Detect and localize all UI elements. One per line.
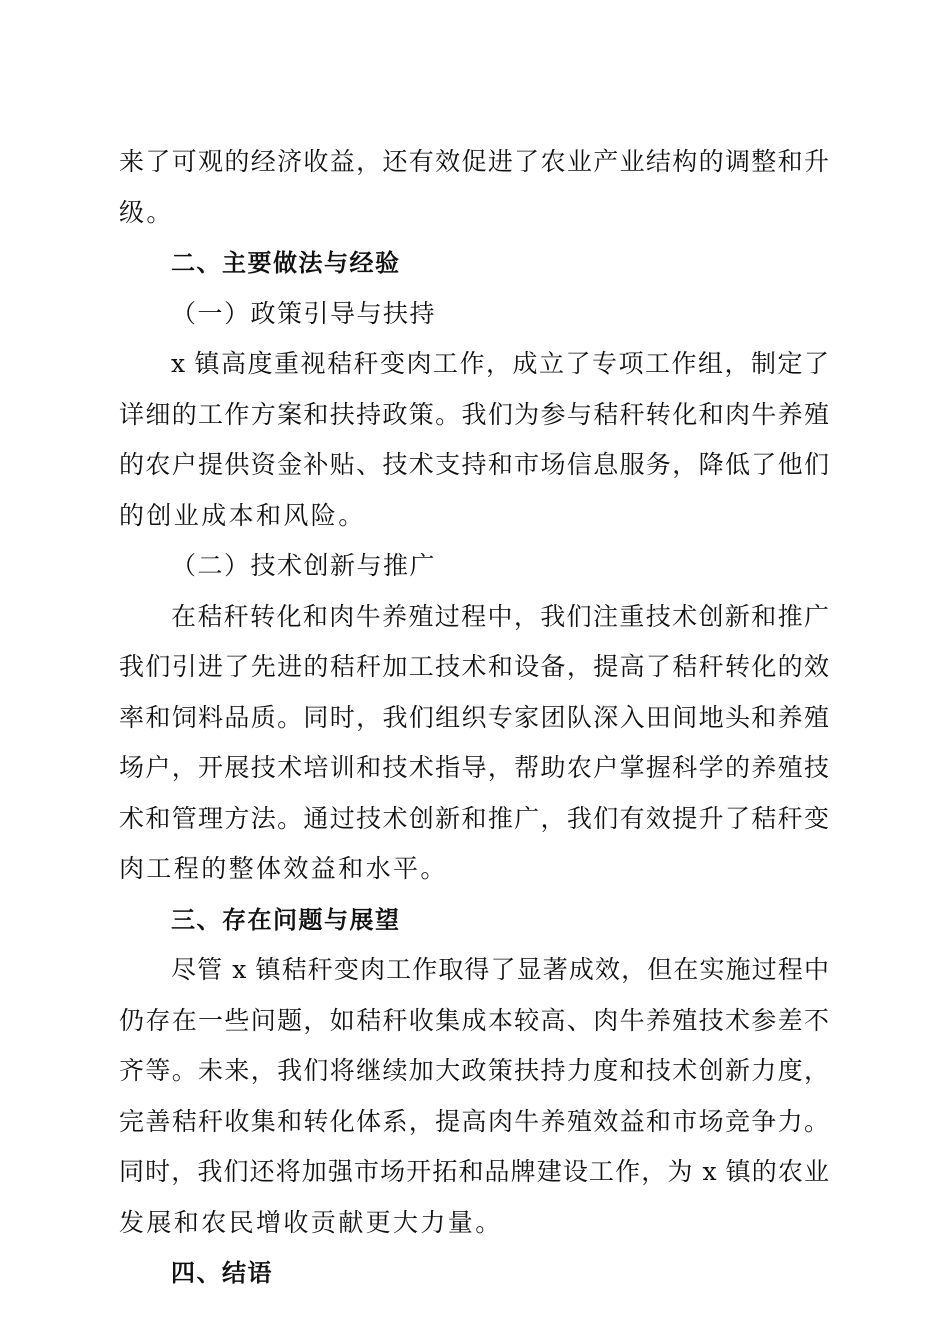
paragraph-line: 肉工程的整体效益和水平。 [119,854,448,883]
paragraph-line: 在秸秆转化和肉牛养殖过程中，我们注重技术创新和推广 [171,601,829,631]
paragraph-line: 的农户提供资金补贴、技术支持和市场信息服务，降低了他们 [119,450,829,479]
paragraph-line: x 镇高度重视秸秆变肉工作，成立了专项工作组，制定了 [171,349,829,378]
paragraph-line: 仍存在一些问题，如秸秆收集成本较高、肉牛养殖技术参差不 [119,1005,829,1035]
paragraph-line: 详细的工作方案和扶持政策。我们为参与秸秆转化和肉牛养殖 [119,399,829,429]
section-heading: 三、存在问题与展望 [171,905,401,934]
paragraph-line: 术和管理方法。通过技术创新和推广，我们有效提升了秸秆变 [119,803,829,833]
document-body [119,137,829,1299]
paragraph-line: 我们引进了先进的秸秆加工技术和设备，提高了秸秆转化的效 [119,652,829,681]
paragraph-line: 发展和农民增收贡献更大力量。 [119,1207,503,1237]
paragraph-line: 尽管 x 镇秸秆变肉工作取得了显著成效，但在实施过程中 [171,955,829,984]
section-heading: 四、结语 [171,1259,273,1287]
paragraph-line: 率和饲料品质。同时，我们组织专家团队深入田间地头和养殖 [119,702,829,732]
subsection-heading: （二）技术创新与推广 [171,551,437,580]
paragraph-line: 来了可观的经济收益，还有效促进了农业产业结构的调整和升 [119,147,829,176]
paragraph-line: 场户，开展技术培训和技术指导，帮助农户掌握科学的养殖技 [119,753,829,782]
paragraph-line: 完善秸秆收集和转化体系，提高肉牛养殖效益和市场竞争力。 [119,1106,829,1136]
paragraph-line: 同时，我们还将加强市场开拓和品牌建设工作，为 x 镇的农业 [119,1157,829,1186]
paragraph-line: 级。 [119,197,174,227]
section-heading: 二、主要做法与经验 [171,249,401,277]
paragraph-line: 的创业成本和风险。 [119,500,366,530]
paragraph-line: 齐等。未来，我们将继续加大政策扶持力度和技术创新力度， [119,1056,829,1085]
subsection-heading: （一）政策引导与扶持 [171,298,437,328]
